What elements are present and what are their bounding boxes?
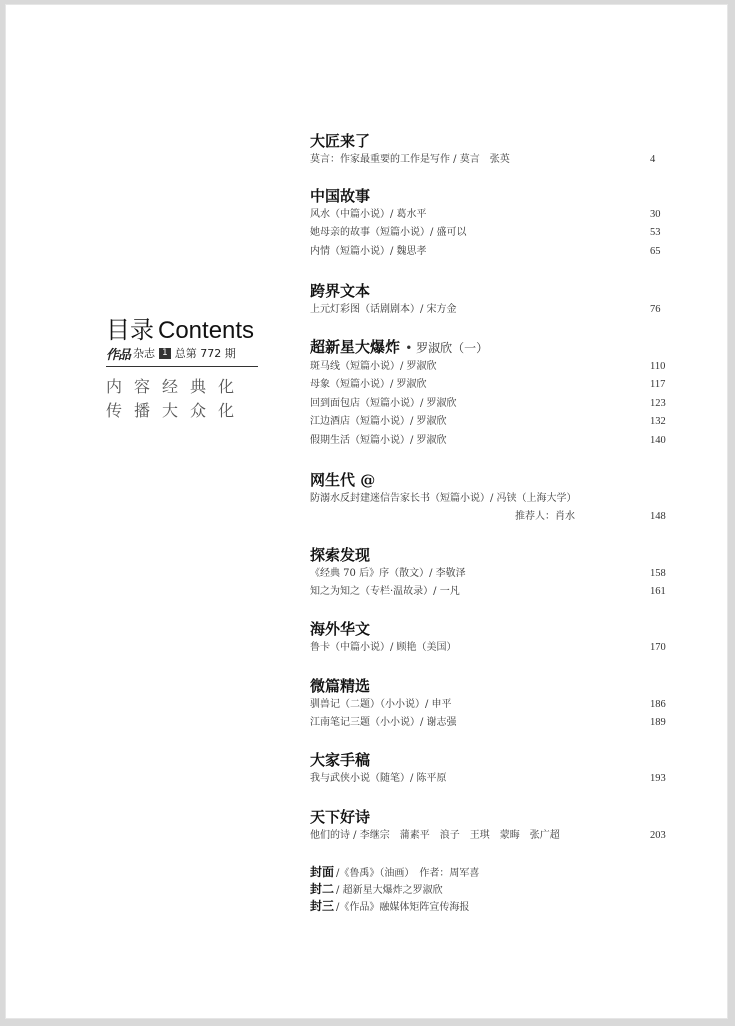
toc-section	[310, 808, 680, 845]
entry-title: 我与武侠小说（随笔）/ 陈平原	[310, 773, 447, 784]
entry-title: 斑马线（短篇小说）/ 罗淑欣	[310, 361, 437, 372]
toc-entry[interactable]	[310, 490, 680, 508]
toc-entry[interactable]	[310, 827, 680, 845]
section-title: 大匠来了	[310, 132, 371, 150]
toc-entry[interactable]	[310, 770, 680, 788]
entry-page: 65	[650, 245, 661, 257]
toc-section	[310, 546, 680, 602]
toc-section	[310, 620, 680, 657]
recommender: 推荐人：肖水	[515, 511, 575, 523]
entry-page: 132	[650, 416, 666, 428]
entry-title: 江南笔记三题（小小说）/ 谢志强	[310, 717, 457, 729]
entry-title: 上元灯彩图（话剧剧本）/ 宋方金	[310, 304, 457, 315]
entry-page: 140	[650, 434, 666, 446]
entry-title: 《经典 70 后》序（散文）/ 李敬泽	[310, 568, 466, 579]
section-title: 超新星大爆炸 • 罗淑欣（一）	[310, 338, 489, 356]
entry-title: 驯兽记（二题）（小小说）/ 申平	[310, 699, 452, 710]
toc-entry[interactable]	[310, 395, 680, 413]
issue-number-badge: 1	[159, 348, 171, 359]
section-title: 微篇精选	[310, 677, 371, 695]
entry-page: 123	[650, 397, 666, 409]
entry-title: 她母亲的故事（短篇小说）/ 盛可以	[310, 227, 467, 239]
entry-page: 186	[650, 699, 666, 710]
toc-section	[310, 471, 680, 527]
entry-page: 148	[650, 511, 666, 523]
entry-page: 193	[650, 773, 666, 784]
toc-entry[interactable]	[310, 243, 680, 261]
contents-title	[106, 310, 254, 345]
toc-section	[310, 187, 680, 261]
toc-section	[310, 751, 680, 788]
section-title: 跨界文本	[310, 282, 371, 300]
section-title: 探索发现	[310, 546, 371, 564]
entry-title: 鲁卡（中篇小说）/ 顾艳（美国）	[310, 642, 457, 653]
entry-page: 189	[650, 717, 666, 729]
toc-entry[interactable]	[310, 714, 680, 732]
cover-text: / 超新星大爆炸之罗淑欣	[336, 885, 443, 896]
toc-entry[interactable]	[310, 565, 680, 583]
entry-title: 内情（短篇小说）/ 魏思孝	[310, 245, 427, 257]
entry-title: 江边酒店（短篇小说）/ 罗淑欣	[310, 416, 447, 428]
toc-section	[310, 282, 680, 319]
entry-page: 117	[650, 379, 666, 391]
cover-label: 封三	[310, 899, 335, 913]
toc-entry[interactable]	[310, 206, 680, 224]
magazine-logo: 作品	[106, 347, 131, 363]
section-subtitle: • 罗淑欣（一）	[405, 341, 489, 355]
toc-entry[interactable]	[310, 696, 680, 714]
section-title: 网生代 @	[310, 471, 376, 489]
section-title: 天下好诗	[310, 808, 371, 826]
magazine-label: 杂志	[133, 347, 156, 360]
section-title: 大家手稿	[310, 751, 371, 769]
toc-entry-recommender	[310, 508, 680, 526]
total-issue: 总第 772 期	[174, 347, 236, 360]
toc-entry[interactable]	[310, 358, 680, 376]
entry-page: 30	[650, 209, 661, 220]
entry-title: 风水（中篇小说）/ 葛水平	[310, 209, 427, 220]
toc-section	[310, 677, 680, 733]
slogan-line-2: 传播大众化	[106, 401, 247, 420]
entry-title: 母象（短篇小说）/ 罗淑欣	[310, 379, 427, 391]
toc-entry[interactable]	[310, 151, 680, 169]
entry-title: 知之为知之（专栏·温故录）/ 一凡	[310, 586, 460, 598]
divider	[106, 366, 258, 367]
toc-entry[interactable]	[310, 639, 680, 657]
cover-label: 封二	[310, 882, 335, 896]
entry-page: 4	[650, 154, 656, 165]
entry-title: 防溺水反封建迷信告家长书（短篇小说）/ 冯铗（上海大学）	[310, 493, 577, 504]
entry-page: 161	[650, 586, 666, 598]
contents-title-en: Contents	[158, 317, 255, 344]
entry-title: 他们的诗 / 李继宗 蒲素平 浪子 王琪 蒙晦 张广超	[310, 830, 560, 841]
toc-entry[interactable]	[310, 583, 680, 601]
toc-section	[310, 338, 680, 450]
entry-page: 53	[650, 227, 661, 239]
cover-text: /《鲁禹》（油画） 作者：周军喜	[336, 868, 480, 879]
entry-title: 回到面包店（短篇小说）/ 罗淑欣	[310, 397, 457, 409]
toc-section	[310, 132, 680, 169]
toc-entry[interactable]	[310, 413, 680, 431]
section-title: 中国故事	[310, 187, 371, 205]
toc-entry[interactable]	[310, 224, 680, 242]
toc-entry[interactable]	[310, 432, 680, 450]
cover-credit-front	[310, 864, 479, 881]
cover-credit-inside-back	[310, 898, 479, 915]
issue-line	[106, 344, 258, 362]
entry-title: 莫言：作家最重要的工作是写作 / 莫言 张英	[310, 154, 510, 165]
entry-page: 203	[650, 830, 666, 841]
slogan-line-1: 内容经典化	[106, 377, 247, 396]
entry-page: 110	[650, 361, 666, 372]
entry-title: 假期生活（短篇小说）/ 罗淑欣	[310, 434, 447, 446]
toc-entry[interactable]	[310, 376, 680, 394]
cover-credit-inside-front	[310, 881, 479, 898]
contents-title-zh: 目录	[106, 316, 154, 344]
cover-credits	[310, 864, 479, 915]
entry-page: 170	[650, 642, 666, 653]
entry-page: 158	[650, 568, 666, 579]
cover-label: 封面	[310, 865, 335, 879]
section-title: 海外华文	[310, 620, 371, 638]
entry-page: 76	[650, 304, 661, 315]
cover-text: /《作品》融媒体矩阵宣传海报	[336, 902, 470, 913]
toc-entry[interactable]	[310, 301, 680, 319]
